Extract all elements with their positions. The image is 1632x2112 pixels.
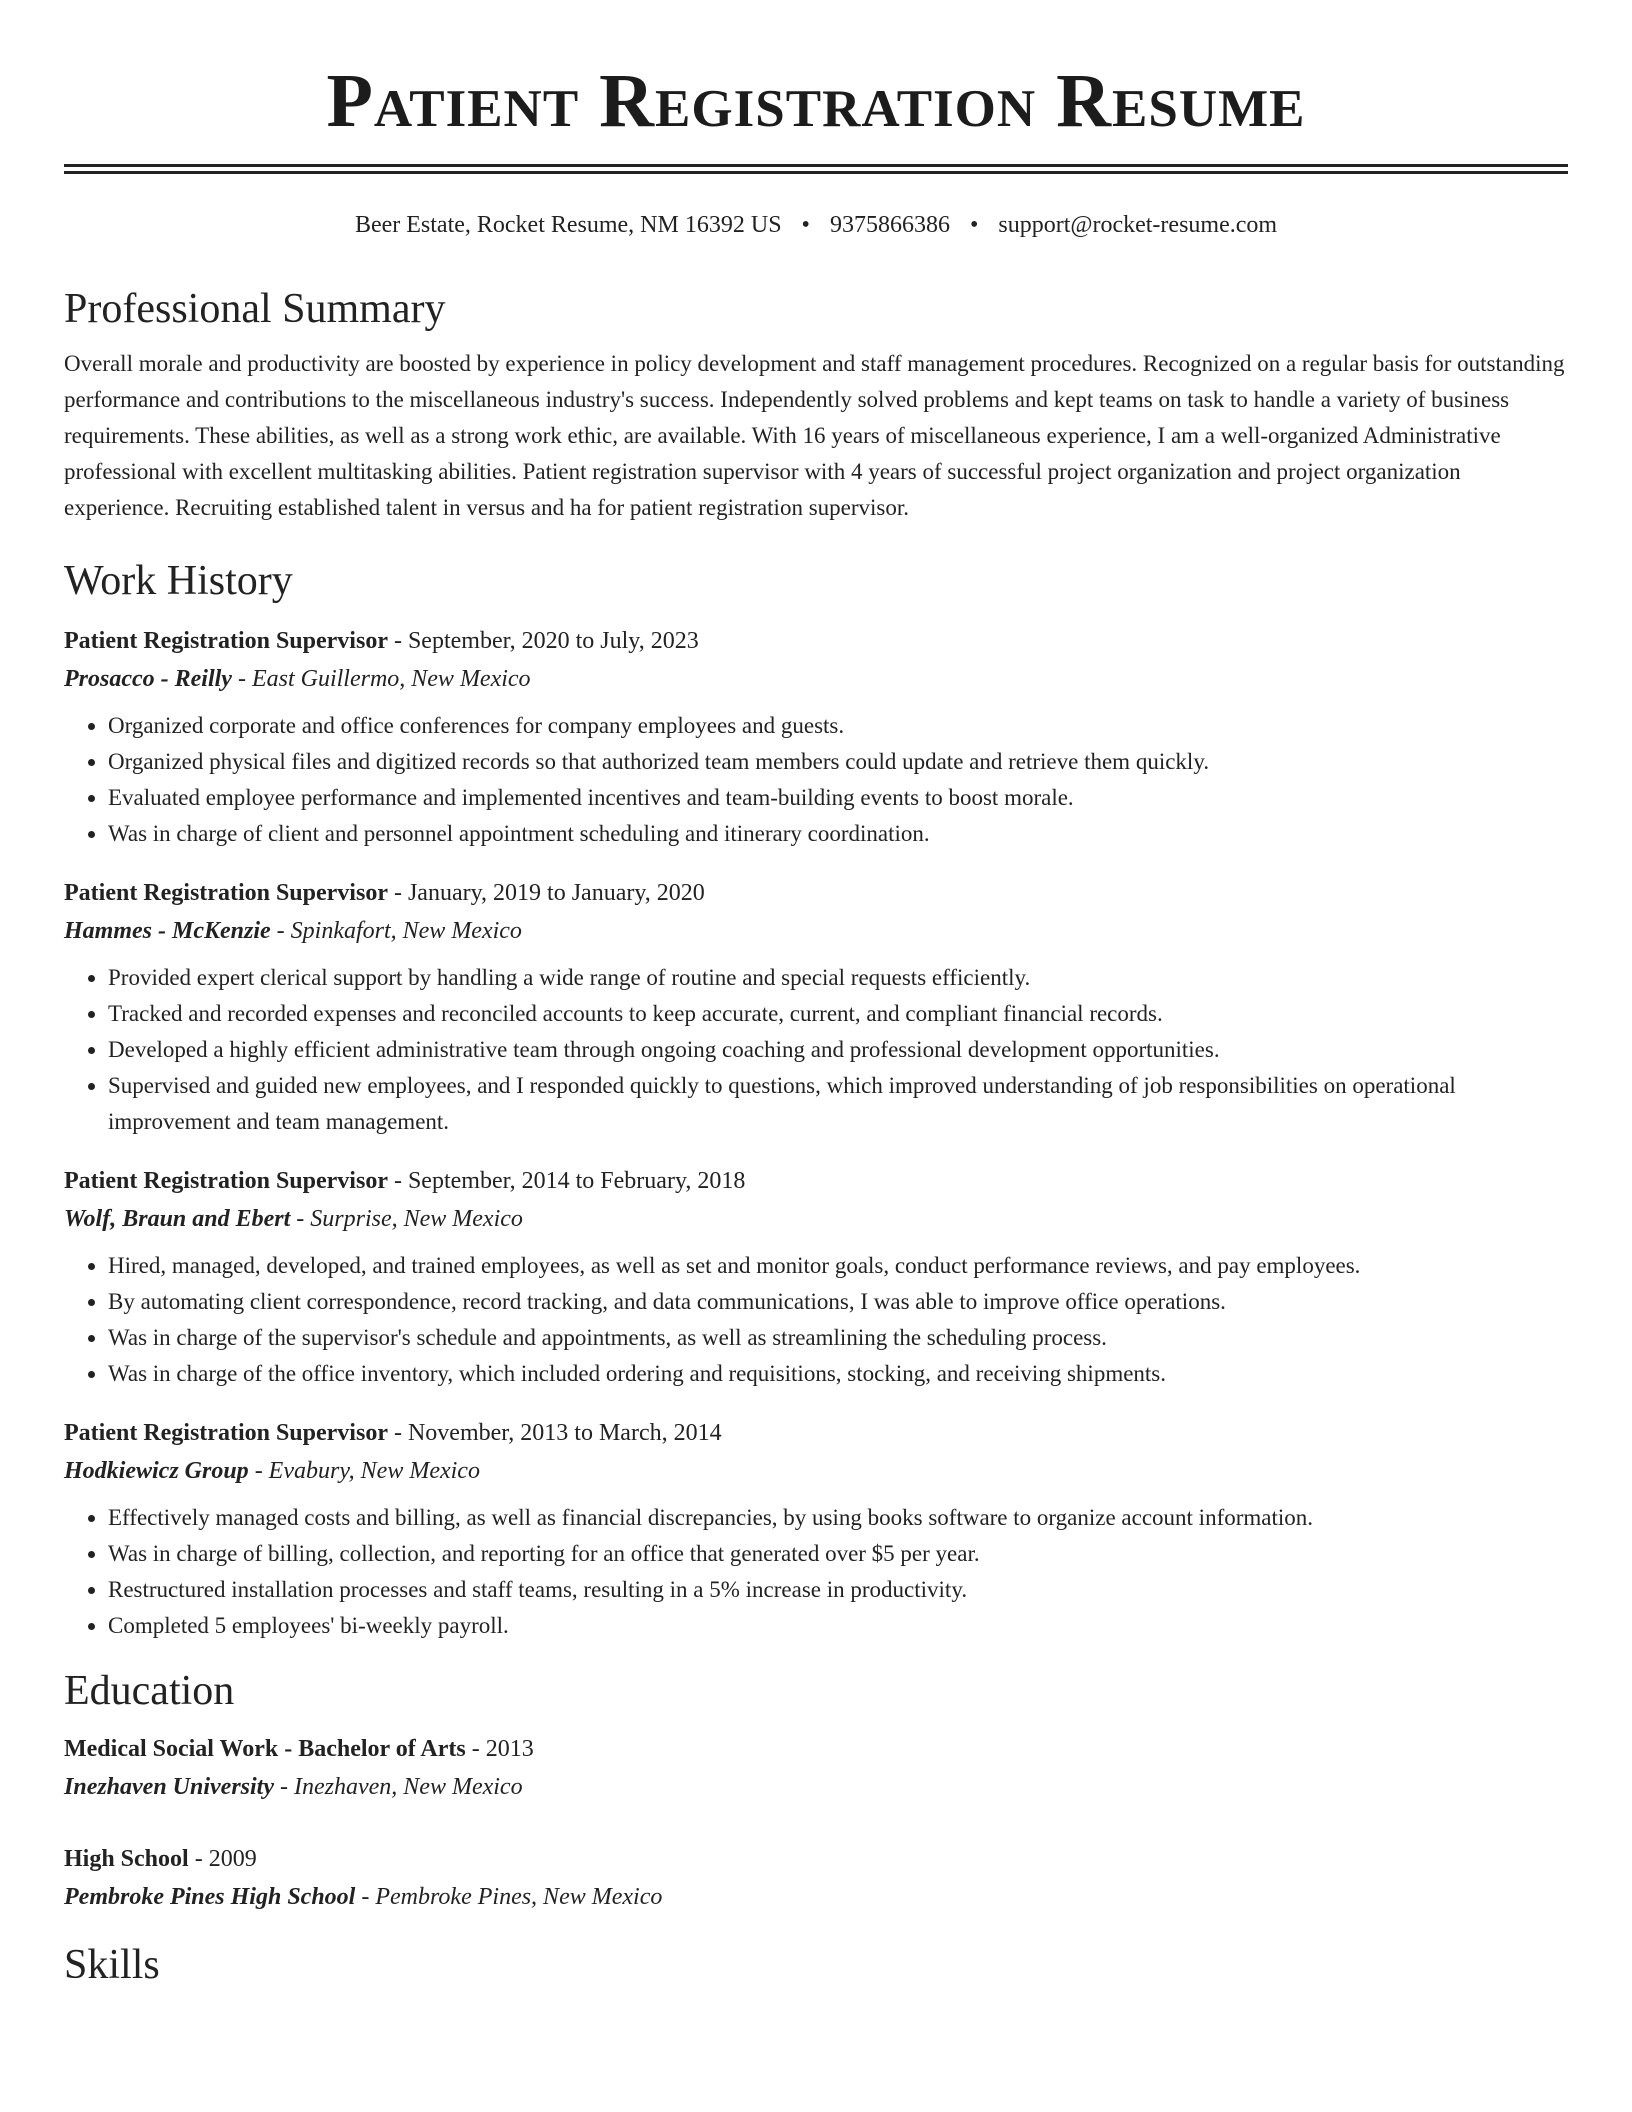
job-entry [64,622,1568,852]
job-location: - East Guillermo, New Mexico [231,666,531,692]
job-bullet: • Was in charge of client and personnel appointment scheduling and itinerary coordination. [108,816,1568,852]
job-bullets [64,1500,1568,1644]
job-bullet: • Hired, managed, developed, and trained employees, as well as set and monitor goals, conduct performance reviews, and pay employees. [108,1248,1568,1284]
job-title: Patient Registration Supervisor [64,880,388,906]
contact-email: support@rocket-resume.com [998,212,1278,238]
job-bullet: • Completed 5 employees' bi-weekly payroll. [108,1608,1568,1644]
education-degree: High School [64,1846,189,1872]
education-degree-line [64,1840,1568,1878]
job-bullet: • Was in charge of the supervisor's schedule and appointments, as well as streamlining the scheduling process. [108,1320,1568,1356]
job-bullet: • Was in charge of billing, collection, and reporting for an office that generated over $5 per year. [108,1536,1568,1572]
skills-heading: Skills [64,1942,160,1988]
job-bullet: • Developed a highly efficient administrative team through ongoing coaching and professional development opportunities. [108,1032,1568,1068]
education-school-line [64,1768,1568,1806]
education-year: - 2013 [465,1736,534,1762]
contact-separator: • [969,212,979,238]
job-title-line [64,622,1568,660]
job-location: - Spinkafort, New Mexico [270,918,522,944]
job-title: Patient Registration Supervisor [64,1420,388,1446]
contact-phone: 9375866386 [829,212,950,238]
job-dates: - September, 2014 to February, 2018 [387,1168,746,1194]
summary-text: Overall morale and productivity are boosted by experience in policy development and staff management procedures. Recognized on a regular basis for outstanding performance and contributions to the miscellaneous industry's success. Independently solved problems and kept teams on task to handle a variety of business requirements. These abilities, as well as a strong work ethic, are available. With 16 years of miscellaneous experience, I am a well-organized Administrative professional with excellent multitasking abilities. Patient registration supervisor with 4 years of successful project organization and project organization experience. Recruiting established talent in versus and ha for patient registration supervisor. [64,351,1565,520]
job-bullet: • Provided expert clerical support by handling a wide range of routine and special requests efficiently. [108,960,1568,996]
job-employer: Hodkiewicz Group [64,1458,249,1484]
contact-separator: • [801,212,810,238]
education-entry [64,1730,1568,1806]
job-location: - Surprise, New Mexico [290,1206,523,1232]
job-entry [64,1162,1568,1392]
job-dates: - January, 2019 to January, 2020 [387,880,705,906]
job-employer: Prosacco - Reilly [64,666,232,692]
title-double-rule [64,164,1568,174]
job-employer-line [64,912,1568,950]
job-bullets [64,1248,1568,1392]
job-bullet: • Supervised and guided new employees, and I responded quickly to questions, which improved understanding of job responsibilities on operational improvement and team management. [108,1068,1568,1140]
job-bullets [64,960,1568,1140]
education-location: - Pembroke Pines, New Mexico [355,1884,663,1910]
job-bullet: • Was in charge of the office inventory, which included ordering and requisitions, stocking, and receiving shipments. [108,1356,1568,1392]
job-bullet: • Restructured installation processes and staff teams, resulting in a 5% increase in productivity. [108,1572,1568,1608]
education-location: - Inezhaven, New Mexico [274,1774,523,1800]
job-dates: - November, 2013 to March, 2014 [387,1420,722,1446]
job-employer-line [64,1200,1568,1238]
job-bullets [64,708,1568,852]
job-dates: - September, 2020 to July, 2023 [387,628,699,654]
job-employer: Wolf, Braun and Ebert [64,1206,291,1232]
job-bullet: • Organized corporate and office conferences for company employees and guests. [108,708,1568,744]
job-location: - Evabury, New Mexico [248,1458,480,1484]
job-bullet: • By automating client correspondence, record tracking, and data communications, I was able to improve office operations. [108,1284,1568,1320]
education-school-line [64,1878,1568,1916]
contact-address: Beer Estate, Rocket Resume, NM 16392 US [354,212,782,238]
education-school: Inezhaven University [64,1774,274,1800]
education-entry [64,1840,1568,1916]
job-entry [64,874,1568,1140]
job-employer: Hammes - McKenzie [64,918,271,944]
job-employer-line [64,1452,1568,1490]
job-title-line [64,874,1568,912]
contact-line [64,210,1568,240]
summary-heading: Professional Summary [64,286,446,332]
education-degree-line [64,1730,1568,1768]
education-degree: Medical Social Work - Bachelor of Arts [64,1736,466,1762]
job-bullet: • Effectively managed costs and billing, as well as financial discrepancies, by using books software to organize account information. [108,1500,1568,1536]
education-school: Pembroke Pines High School [64,1884,356,1910]
job-bullet: • Organized physical files and digitized records so that authorized team members could update and retrieve them quickly. [108,744,1568,780]
work-history-heading: Work History [64,558,293,604]
education-heading: Education [64,1668,235,1714]
page-title: Patient Registration Resume [326,59,1306,143]
job-entry [64,1414,1568,1644]
job-bullet: • Tracked and recorded expenses and reconciled accounts to keep accurate, current, and compliant financial records. [108,996,1568,1032]
education-year: - 2009 [188,1846,257,1872]
job-title-line [64,1414,1568,1452]
job-title: Patient Registration Supervisor [64,1168,388,1194]
job-title: Patient Registration Supervisor [64,628,388,654]
job-employer-line [64,660,1568,698]
job-title-line [64,1162,1568,1200]
job-bullet: • Evaluated employee performance and implemented incentives and team-building events to boost morale. [108,780,1568,816]
